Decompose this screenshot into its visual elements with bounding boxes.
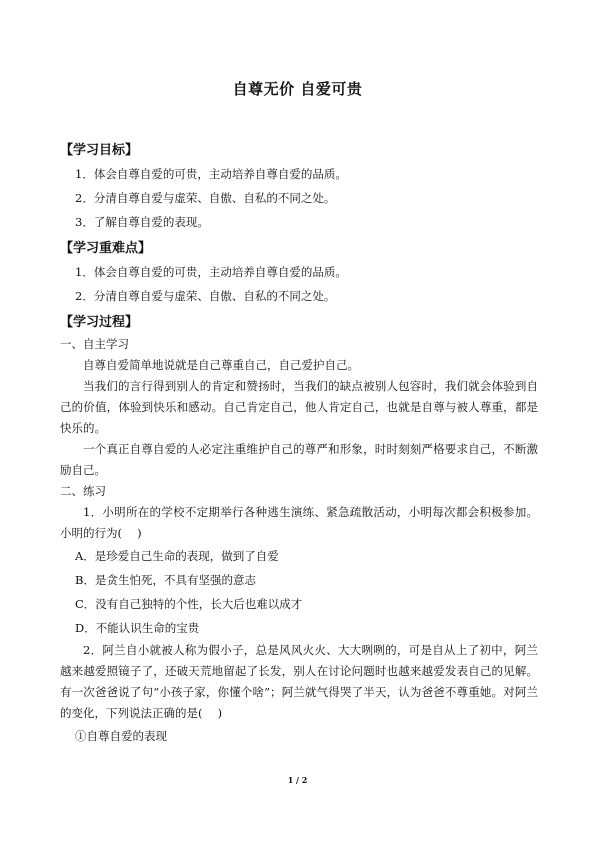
question-1-option-b: B．是贪生怕死，不具有坚强的意志: [75, 573, 256, 587]
page-title: 自尊无价 自爱可贵: [232, 80, 363, 98]
key-point-item: 2．分清自尊自爱与虚荣、自傲、自私的不同之处。: [75, 289, 336, 303]
self-study-paragraph: 当我们的言行得到别人的肯定和赞扬时，当我们的缺点被别人包容时，我们就会体验到自己的价值，体验到快乐和感动。自己肯定自己，他人肯定自己，也就是自尊与被人尊重，都是快乐的。: [60, 379, 538, 435]
objectives-heading: 【学习目标】: [60, 143, 139, 158]
question-1-option-a: A．是珍爱自己生命的表现，做到了自爱: [75, 549, 279, 563]
self-study-title: 一、自主学习: [60, 337, 129, 351]
key-point-item: 1．体会自尊自爱的可贵，主动培养自尊自爱的品质。: [75, 265, 347, 279]
page-number: 1 / 2: [287, 775, 308, 785]
question-1: 1．小明所在的学校不定期举行各种逃生演练、紧急疏散活动，小明每次都会积极参加。小明的行为( ): [60, 505, 538, 540]
key-points-heading: 【学习重难点】: [60, 241, 152, 256]
objective-item: 1．体会自尊自爱的可贵，主动培养自尊自爱的品质。: [75, 167, 347, 181]
practice-title: 二、练习: [60, 484, 106, 498]
self-study-paragraph: 一个真正自尊自爱的人必定注重维护自己的尊严和形象，时时刻刻严格要求自己，不断激励自己。: [60, 442, 538, 477]
process-heading: 【学习过程】: [60, 315, 139, 330]
document-body: [60, 140, 538, 748]
question-1-option-d: D．不能认识生命的宝贵: [75, 621, 200, 635]
self-study-paragraph: 自尊自爱简单地说就是自己尊重自己，自己爱护自己。: [83, 358, 359, 372]
objective-item: 2．分清自尊自爱与虚荣、自傲、自私的不同之处。: [75, 191, 336, 205]
objective-item: 3．了解自尊自爱的表现。: [75, 215, 209, 229]
question-2: 2．阿兰自小就被人称为假小子，总是风风火火、大大咧咧的，可是自从上了初中，阿兰越来越爱照镜子了，还破天荒地留起了长发，别人在讨论问题时也越来越爱发表自己的见解。有一次爸爸说了句“小孩子家，你懂个啥”；阿兰就气得哭了半天，认为爸爸不尊重她。对阿兰的变化，下列说法正确的是( ): [60, 643, 538, 720]
question-2-statement: ①自尊自爱的表现: [75, 729, 167, 743]
question-1-option-c: C．没有自己独特的个性，长大后也难以成才: [75, 597, 303, 611]
